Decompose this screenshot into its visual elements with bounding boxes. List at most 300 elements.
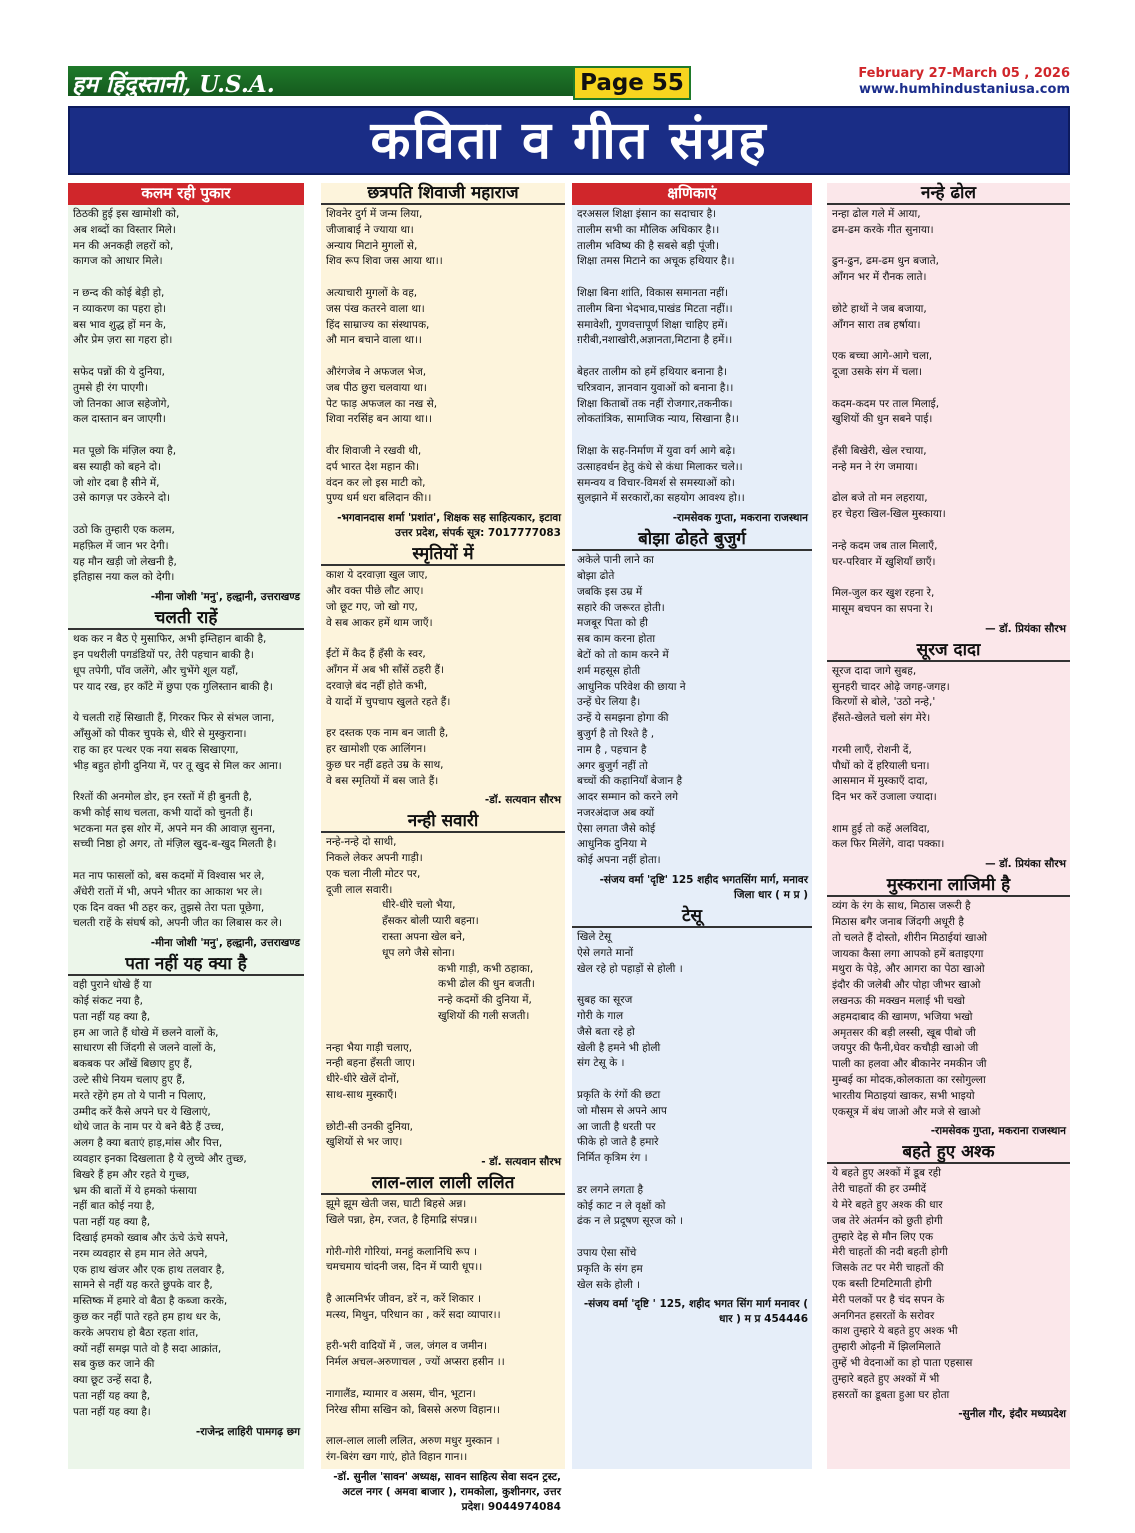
poem-line: थक कर न बैठ ऐ मुसाफिर, अभी इम्तिहान बाकी है, [73, 633, 267, 646]
poem-line: शिक्षा के सह-निर्माण में युवा वर्ग आगे बढ़े। [577, 444, 736, 457]
poem-line: खुशियों से भर जाए। [326, 1136, 403, 1149]
poem-line: प्रकृति के संग हम [577, 1262, 643, 1275]
poem-line: क्या छूट उन्हें सदा है, [73, 1374, 153, 1387]
poem-line: ये मेरे बहते हुए अश्क की धार [832, 1199, 943, 1212]
poem-section [321, 811, 565, 1173]
poem-line: कोई काट न ले वृक्षों को [577, 1199, 666, 1212]
poem-line: तुम्हारी ओढ़नी में झिलमिलाते [832, 1341, 941, 1354]
poem-line: सामने से नहीं यह करते छुपके वार है, [73, 1279, 213, 1292]
poem-line: मेरी पलकों पर है चंद सपन के [832, 1293, 945, 1306]
poem-body [68, 630, 304, 936]
poem-section [827, 183, 1070, 640]
poem-line: साथ-साथ मुस्काएँ। [326, 1089, 398, 1102]
poem-line [832, 806, 1066, 822]
poem-line: सब कुछ कर जाने की [73, 1358, 155, 1371]
poem-line: कभी ढोल की धुन बजती। [438, 978, 535, 991]
poem-line: नरम व्यवहार से हम मान लेते अपने, [73, 1247, 208, 1260]
poem-section [572, 906, 812, 1330]
poem-line: व्यंग के रंग के साथ, मिठास जरूरी है [832, 900, 971, 913]
poem-title: मुस्कराना लाजिमी है [827, 875, 1070, 897]
poem-line [832, 523, 1066, 539]
poem-line: तुम्हारे बहते हुए अश्कों में भी [832, 1372, 940, 1385]
poem-line [326, 1229, 561, 1245]
poem-line: न छन्द की कोई बेड़ी हो, [73, 286, 165, 299]
poem-line: काश ये दरवाज़ा खुल जाए, [326, 569, 428, 582]
poem-line: हर दस्तक एक नाम बन जाती है, [326, 727, 449, 740]
poem-line: वे यादों में चुपचाप खुलते रहते हैं। [326, 695, 451, 708]
poem-line: तालीम सभी का मौलिक अधिकार है।। [577, 223, 720, 236]
poem-line [73, 507, 300, 523]
poem-line: दर्प भारत देश महान की। [326, 460, 420, 473]
poem-line: जब पीठ छुरा चलवाया था। [326, 381, 427, 394]
poem-line [326, 349, 561, 365]
poem-body [68, 205, 304, 590]
poem-line: आँगन में अब भी साँसें ठहरी हैं। [326, 663, 445, 676]
poem-line: अन्याय मिटाने मुगलों से, [326, 239, 418, 252]
poem-line: भीड़ बहुत होगी दुनिया में, पर तू खुद से मिल कर आना। [73, 759, 282, 772]
poem-line: पर याद रख, हर काँटे में छुपा एक गुलिस्तान बाकी है। [73, 680, 273, 693]
poem-line: करके अपराध हो बैठा रहता शांत, [73, 1326, 199, 1339]
poem-section [321, 1173, 565, 1518]
poem-line [73, 270, 300, 286]
poem-line: ढुन-ढुन, ढम-ढम धुन बजाते, [832, 255, 939, 268]
poem-line: शिक्षा तमस मिटाने का अचूक हथियार है।। [577, 255, 735, 268]
poem-line: हँसते-खेलते चलो संग मेरे। [832, 712, 931, 725]
poem-line: चमचमाय चांदनी जस, दिन में प्यारी धूप।। [326, 1261, 483, 1274]
poem-line: ये बहते हुए अश्कों में डूब रही [832, 1167, 941, 1180]
masthead [68, 66, 1070, 100]
issue-date: February 27-March 05 , 2026 [858, 66, 1070, 81]
poem-line: नजरअंदाज अब क्यों [577, 806, 655, 819]
poem-line: छोटे हाथों ने जब बजाया, [832, 302, 927, 315]
poem-line: इन पथरीली पगडंडियों पर, तेरी पहचान बाकी है। [73, 648, 254, 661]
poem-line: भ्रम की बातों में ये हमको फंसाया [73, 1184, 197, 1197]
poem-line: नन्ही बहना हँसती जाए। [326, 1057, 416, 1070]
poem-line: ऐसे लगते मानों [577, 946, 634, 959]
poem-author: -मीना जोशी 'मनु', हल्द्वानी, उत्तराखण्ड [150, 591, 300, 604]
poem-line: नहीं बात कोई नया है, [73, 1200, 155, 1213]
poem-section [68, 608, 304, 954]
poem-title: चलती राहें [68, 608, 304, 630]
poem-body [572, 551, 812, 873]
poem-line: वीर शिवाजी ने रखवी थी, [326, 444, 422, 457]
poem-line: पौधों को दें हरियाली घना। [832, 759, 930, 772]
poem-line: एकसूत्र में बंध जाओ और मजे से खाओ [832, 1105, 981, 1118]
poem-line: भटकना मत इस शोर में, अपने मन की आवाज़ सुनना, [73, 822, 276, 835]
poem-line: उल्टे सीधे नियम चलाए हुए हैं, [73, 1074, 186, 1087]
poem-line: इंदौर की जलेबी और पोहा जीभर खाओ [832, 979, 981, 992]
poem-line: नाम है , पहचान है [577, 743, 647, 756]
poem-title: बोझा ढोहते बुजुर्ग [572, 529, 812, 551]
poem-line: आधुनिक दुनिया मे [577, 838, 647, 851]
poem-author: -रामसेवक गुप्ता, मकराना राजस्थान [672, 512, 808, 525]
poem-line [326, 710, 561, 726]
poem-line: शर्म महसूस होती [577, 664, 641, 677]
poem-line [326, 631, 561, 647]
poem-line: प्रकृति के रंगों की छटा [577, 1089, 661, 1102]
poem-line: शिव रूप शिवा जस आया था।। [326, 255, 443, 268]
poem-line: उन्हें ये समझना होगा की [577, 712, 669, 725]
poem-line: आसमान में मुस्काएँ दादा, [832, 775, 928, 788]
poem-line [577, 270, 808, 286]
column-4 [827, 183, 1070, 1469]
poem-line: किरणों से बोले, 'उठो नन्हे,' [832, 696, 936, 709]
poem-line: रंग-बिरंग खग गाएं, होते विहान गान।। [326, 1450, 468, 1463]
poem-line: अलग है क्या बताएं हाड़,मांस और पित्त, [73, 1137, 223, 1150]
poem-line: जो शोर दबा है सीने में, [73, 476, 160, 489]
poem-line: ठिठकी हुई इस खामोशी को, [73, 208, 180, 220]
poem-line: सफेद पन्नों की ये दुनिया, [73, 365, 165, 378]
poem-line [577, 428, 808, 444]
poem-line: अहमदाबाद की खामण, भजिया भखो [832, 1010, 973, 1023]
poem-line: धूप तपेगी, पाँव जलेंगे, और चुभेंगे शूल यहाँ, [73, 664, 239, 677]
poem-line [326, 1104, 561, 1120]
poem-line: जो तिनका आज सहेजोगे, [73, 397, 170, 410]
poem-line [577, 1167, 808, 1183]
poem-line: कभी कोई साथ चलता, कभी यादों को चुनती हैं। [73, 806, 253, 819]
poem-line: आदर सम्मान को करने लगे [577, 791, 679, 804]
poem-line: खुशियों की गली सजती। [438, 1010, 530, 1023]
poem-line: धीरे-धीरे चलो भैया, [382, 899, 456, 912]
poem-author: -डॉ. सत्यवान सौरभ [484, 794, 561, 807]
poem-line: जबकि इस उम्र में [577, 585, 643, 598]
poem-line: पुण्य धर्म धरा बलिदान की।। [326, 492, 432, 505]
poem-author: -राजेन्द्र लाहिरी पामगढ़ छग [195, 1425, 300, 1438]
poem-line: अँधेरी रातों में भी, अपने भीतर का आकाश भर ले। [73, 885, 263, 898]
poem-line [326, 270, 561, 286]
poem-line: ढोल बजे तो मन लहराया, [832, 492, 928, 505]
poem-line: उम्मीद करें कैसे अपने घर ये खिलाएं, [73, 1105, 211, 1118]
poem-line: नन्हे मन ने रंग जमाया। [832, 460, 918, 473]
poem-line: काश तुम्हारे ये बहते हुए अश्क भी [832, 1325, 958, 1338]
poem-line: पता नहीं यह क्या है। [73, 1405, 151, 1418]
poem-line: उसे कागज़ पर उकेरने दो। [73, 492, 171, 505]
poem-line: उत्साहवर्धन हेतु कंधे से कंधा मिलाकर चले।। [577, 460, 743, 473]
poem-line: चरित्रवान, ज्ञानवान युवाओं को बनाना है।। [577, 381, 734, 394]
poem-line: नन्हे कदम जब ताल मिलाएँ, [832, 539, 938, 552]
poem-line: है आत्मनिर्भर जीवन, डरें न, करें शिकार । [326, 1293, 481, 1306]
poem-line: ढंक न ले प्रदूषण सूरज को । [577, 1215, 684, 1228]
poem-line: जिसके तट पर मेरी चाहतों की [832, 1262, 944, 1275]
poem-line: खेल सके होली । [577, 1278, 640, 1291]
poem-line: रिश्तों की अनमोल डोर, इन रस्तों में ही बुनती है, [73, 791, 253, 804]
poem-line: वंदन कर लो इस माटी को, [326, 476, 426, 489]
poem-line: मस्तिष्क में हमारे वो बैठा है कब्जा करके, [73, 1295, 228, 1308]
poem-line: बुजुर्ग है तो रिश्ते है , [577, 727, 655, 740]
poem-line: महफ़िल में जान भर देगी। [73, 539, 169, 552]
poem-author: -मीना जोशी 'मनु', हल्द्वानी, उत्तराखण्ड [150, 937, 300, 950]
poem-line: सब काम करना होता [577, 633, 656, 646]
poem-title: पता नहीं यह क्या है [68, 954, 304, 976]
poem-line: उठो कि तुम्हारी एक कलम, [73, 523, 175, 536]
poem-line: खिले टेसू [577, 931, 612, 944]
poem-line [73, 428, 300, 444]
poem-body [827, 662, 1070, 858]
poem-title: लाल-लाल लाली ललित [321, 1173, 565, 1195]
poem-body [827, 897, 1070, 1124]
poem-line: तालीम बिना भेदभाव,पाखंड मिटता नहीं।। [577, 302, 733, 315]
poem-line: मिल-जुल कर खुश रहना रे, [832, 587, 935, 600]
poem-line: हम आ जाते हैं धोखे में छलने वालों के, [73, 1026, 219, 1039]
column-1 [68, 183, 304, 1469]
poem-title: नन्हे ढोल [827, 183, 1070, 205]
poem-line: लोकतांत्रिक, सामाजिक न्याय, सिखाना है।। [577, 413, 739, 426]
poem-line: शाम हुई तो कहें अलविदा, [832, 822, 930, 835]
poem-title: टेसू [572, 906, 812, 928]
poem-line [832, 239, 1066, 255]
poem-line: निरेख सीमा सखिन को, बिससे अरुण विहान।। [326, 1403, 501, 1416]
poem-body [321, 1195, 565, 1470]
poem-line: आँगन भर में रौनक लाते। [832, 271, 927, 284]
poem-line: पता नहीं यह क्या है, [73, 1010, 151, 1023]
poem-line: नागालैंड, म्यामार व असम, चीन, भूटान। [326, 1387, 476, 1400]
poem-line: जो छूट गए, जो खो गए, [326, 600, 418, 613]
poem-line: बिखरे हैं हम और रहते ये गुच्छ, [73, 1168, 190, 1181]
poem-line: लाल-लाल लाली ललित, अरुण मधुर मुस्कान । [326, 1435, 500, 1448]
poem-line: और प्रेम ज़रा सा गहरा हो। [73, 334, 173, 347]
poem-line: समन्वय व विचार-विमर्श से समस्याओं को। [577, 476, 735, 489]
poem-line: और वक्त पीछे लौट आए। [326, 584, 424, 597]
poem-body [572, 928, 812, 1297]
poem-line: कुछ घर नहीं ढहते उम्र के साथ, [326, 758, 444, 771]
poem-line: सुबह का सूरज [577, 994, 633, 1007]
poem-line [326, 428, 561, 444]
page-title: कविता व गीत संग्रह [68, 106, 1070, 175]
poem-line: खिले पन्ना, हेम, रजत, है हिमाद्रि संपन्न।। [326, 1214, 478, 1227]
poem-line: जीजाबाई ने ज्याया था। [326, 223, 414, 236]
poem-line: दूजा उसके संग में चला। [832, 365, 923, 378]
poem-section [827, 1142, 1070, 1425]
poem-line: मन की अनकही लहरों को, [73, 239, 174, 252]
poem-line: बस भाव शुद्ध हों मन के, [73, 318, 167, 331]
poem-line: वे सब आकर हमें थाम जाएँ। [326, 616, 433, 629]
poem-line: नन्हा ढोल गले में आया, [832, 208, 921, 220]
poem-line: जस पंख कतरने वाला था। [326, 302, 425, 315]
poem-line: अनगिनत हसरतों के सरोवर [832, 1309, 935, 1322]
poem-section [68, 954, 304, 1442]
poem-section [572, 183, 812, 529]
poem-line: खेली है हमने भी होली [577, 1041, 661, 1054]
poem-line: एक दिन वक्त भी ठहर कर, तुझसे तेरा पता पूछेगा, [73, 901, 265, 914]
poem-line: ग़रीबी,नशाखोरी,अज्ञानता,मिटाना है हमें।। [577, 334, 733, 347]
poem-line: खेल रहे हो पहाड़ों से होली । [577, 962, 683, 975]
poem-line: औरंगजेब ने अफजल भेज, [326, 365, 427, 378]
poem-line: कोई अपना नहीं होता। [577, 854, 661, 867]
poem-line: जयपुर की फैनी,घेवर कचौड़ी खाओ जी [832, 1042, 979, 1055]
poem-line: पाली का हलवा और बीकानेर नमकीन जी [832, 1058, 987, 1071]
poem-line [577, 1072, 808, 1088]
poem-line: निकले लेकर अपनी गाड़ी। [326, 852, 423, 865]
poem-line: आँगन सारा तब हर्षाया। [832, 318, 921, 331]
poem-line: छोटी-सी उनकी दुनिया, [326, 1120, 414, 1133]
poem-line [326, 1025, 561, 1041]
poem-line: पता नहीं यह क्या है, [73, 1216, 151, 1229]
poem-line: पेट फाड़ अफजल का नख से, [326, 397, 438, 410]
poem-line: अब शब्दों का विस्तार मिले। [73, 223, 176, 236]
poem-line: बकबक पर आँखें बिछाए हुए हैं, [73, 1058, 193, 1071]
poem-line: धीरे-धीरे खेलें दोनों, [326, 1073, 400, 1086]
poem-line: तालीम भविष्य की है सबसे बड़ी पूंजी। [577, 239, 719, 252]
poem-line: दिखाई हमको ख्वाब और ऊंचे ऊंचे सपने, [73, 1232, 229, 1245]
poem-line: हरी-भरी वादियों में , जल, जंगल व जमीन। [326, 1340, 487, 1353]
poem-author: -संजय वर्मा 'दृष्टि' 125 शहीद भगतसिंग मार्ग, मनावर जिला धार ( म प्र ) [599, 874, 808, 902]
poem-line: मासूम बचपन का सपना रे। [832, 602, 933, 615]
poem-author: - डॉ. सत्यवान सौरभ [481, 1156, 561, 1169]
poem-line [326, 1418, 561, 1434]
poem-line: हर चेहरा खिल-खिल मुस्काया। [832, 508, 946, 521]
poem-line: गोरी-गोरी गोरियां, मनहुं कलानिधि रूप । [326, 1245, 477, 1258]
poem-line: वही पुराने धोखे हैं या [73, 979, 152, 992]
poem-line: औ मान बचाने वाला था।। [326, 334, 422, 347]
poem-line: मिठास बगैर जनाब जिंदगी अधूरी है [832, 916, 964, 929]
poem-line: इतिहास नया कल को देगी। [73, 571, 175, 584]
poem-line: सूरज दादा जागे सुबह, [832, 664, 917, 677]
poem-line: अत्याचारी मुगलों के वह, [326, 286, 418, 299]
poem-author: -डॉ. सुनील 'सावन' अध्यक्ष, सावन साहित्य सेवा सदन ट्रस्ट, अटल नगर ( अमवा बाजार ), रामकोला, कुशीनगर, उत्तर प्रदेश। 9044974084 [333, 1470, 561, 1513]
poem-line [832, 428, 1066, 444]
poem-body [827, 205, 1070, 622]
poem-line: अकेले पानी लाने का [577, 554, 654, 567]
poem-line: तो चलते हैं दोस्तो, शीरीन मिठाईयां खाओ [832, 931, 988, 944]
poem-line: व्यवहार इनका दिखलाता है ये लुच्चे और तुच्छ, [73, 1153, 247, 1166]
poem-line: बस स्याही को बहने दो। [73, 460, 162, 473]
poem-line: ईंटों में कैद हैं हँसी के स्वर, [326, 648, 426, 661]
poem-section [572, 529, 812, 906]
poem-line: चलती राहें के संघर्ष को, अपनी जीत का लिबास कर ले। [73, 917, 282, 930]
poem-body [827, 1164, 1070, 1407]
poem-section [827, 875, 1070, 1142]
poem-body [572, 205, 812, 511]
poem-line [832, 381, 1066, 397]
poem-line: कभी गाड़ी, कभी ठहाका, [438, 962, 534, 975]
poem-line [326, 1324, 561, 1340]
poem-line: शिवा नरसिंह बन आया था।। [326, 413, 433, 426]
website-link[interactable]: www.humhindustaniusa.com [858, 82, 1070, 97]
poem-line: हँसकर बोली प्यारी बहना। [382, 915, 479, 928]
poem-line: शिक्षा बिना शांति, विकास समानता नहीं। [577, 286, 729, 299]
poem-line: मत पूछो कि मंज़िल क्या है, [73, 444, 177, 457]
poem-line: जब तेरे अंतर्मन को छुती होगी [832, 1214, 943, 1227]
poem-line: रास्ता अपना खेल बने, [382, 931, 466, 944]
poem-title: कलम रही पुकार [68, 183, 304, 205]
poem-line: मत नाप फासलों को, बस कदमों में विश्वास भर ले, [73, 870, 265, 883]
poem-line: तेरी चाहतों की हर उम्मीदें [832, 1183, 927, 1196]
poem-line [73, 853, 300, 869]
poem-line [832, 570, 1066, 586]
poem-line: शिवनेर दुर्ग में जन्म लिया, [326, 208, 423, 220]
poem-title: छत्रपति शिवाजी महाराज [321, 183, 565, 205]
poem-line: वे बस स्मृतियों में बस जाते हैं। [326, 774, 439, 787]
brand-logo: हम हिंदुस्तानी, U.S.A. [68, 66, 578, 96]
poem-line: ऐसा लगता जैसे कोई [577, 822, 656, 835]
poem-line [577, 349, 808, 365]
poem-line: कदम-कदम पर ताल मिलाई, [832, 397, 940, 410]
poem-line: गोरी के गाल [577, 1010, 624, 1023]
poem-section [68, 183, 304, 608]
column-2 [321, 183, 565, 1513]
poem-line: बेटों को तो काम करने में [577, 648, 669, 661]
poem-author: -सुनील गौर, इंदौर मध्यप्रदेश [958, 1408, 1066, 1421]
poem-section [827, 640, 1070, 876]
poem-line: कल दास्तान बन जाएगी। [73, 413, 166, 426]
poem-section [321, 544, 565, 811]
poem-line: शिक्षा किताबों तक नहीं रोजगार,तकनीक। [577, 397, 733, 410]
poem-line: तुमसे ही रंग पाएगी। [73, 381, 148, 394]
poem-title: नन्ही सवारी [321, 811, 565, 833]
poem-line: दरवाज़े बंद नहीं होते कभी, [326, 679, 428, 692]
poem-line: साधारण सी जिंदगी से जलने वालों के, [73, 1042, 217, 1055]
poem-line [832, 476, 1066, 492]
poem-title: बहते हुए अश्क [827, 1142, 1070, 1164]
poem-body [321, 833, 565, 1155]
poem-line: तुम्हारे देह से मौन लिए एक [832, 1230, 934, 1243]
poem-line: तुम्हें भी वेदनाओं का हो पाता एहसास [832, 1357, 973, 1369]
poem-line: निर्मित कृत्रिम रंग । [577, 1152, 648, 1165]
poem-line: पता नहीं यह क्या है, [73, 1389, 151, 1402]
poem-body [68, 976, 304, 1424]
poem-line [577, 977, 808, 993]
poem-line [73, 695, 300, 711]
poem-line: समावेशी, गुणवत्तापूर्ण शिक्षा चाहिए हमें। [577, 318, 728, 331]
poem-line: नन्हे कदमों की दुनिया में, [438, 994, 532, 1007]
poem-line: गरमी लाएँ, रोशनी दें, [832, 743, 912, 756]
poem-line: मुम्बई का मोदक,कोलकाता का रसोगुल्ला [832, 1074, 986, 1087]
poem-title: स्मृतियों में [321, 544, 565, 566]
poem-line: एक हाथ खंजर और एक हाथ तलवार है, [73, 1263, 225, 1276]
poem-line: मेरी चाहतों की नदी बहती होगी [832, 1246, 948, 1259]
poem-line: आँसुओं को पीकर चुपके से, धीरे से मुस्कुराना। [73, 727, 247, 740]
poem-line: क्यों नहीं समझ पाते वो है सदा आक्रांत, [73, 1342, 222, 1355]
poem-line: सच्ची निष्ठा हो अगर, तो मंज़िल खुद-ब-खुद मिलती है। [73, 838, 277, 851]
poem-line: जो मौसम से अपने आप [577, 1104, 667, 1117]
poem-author: -भगवानदास शर्मा 'प्रशांत', शिक्षक सह साहित्यकार, इटावा उत्तर प्रदेश, संपर्क सूत्र: 7017777083 [337, 512, 561, 540]
poem-line [832, 286, 1066, 302]
poem-body [321, 566, 565, 793]
poem-line: आधुनिक परिवेश की छाया ने [577, 680, 686, 693]
poem-line: मजबूर पिता को ही [577, 617, 648, 630]
poem-line: ये चलती राहें सिखाती हैं, गिरकर फिर से संभल जाना, [73, 712, 275, 725]
poem-line: एक बस्ती टिमटिमाती होगी [832, 1278, 932, 1291]
poem-line: एक चला नीली मोटर पर, [326, 867, 421, 880]
poem-line: कल फिर मिलेंगे, वादा पक्का। [832, 838, 945, 851]
poem-author: -रामसेवक गुप्ता, मकराना राजस्थान [930, 1125, 1066, 1138]
poem-line [577, 1230, 808, 1246]
poem-line: उपाय ऐसा सोंचे [577, 1247, 637, 1260]
poem-line: थोथे जात के नाम पर ये बने बैठे हैं उच्च, [73, 1121, 225, 1134]
poem-line: न व्याकरण का पहरा हो। [73, 302, 167, 315]
poem-body [321, 205, 565, 511]
poem-line: डर लगने लगता है [577, 1183, 644, 1196]
poem-line: दूजी लाल सवारी। [326, 883, 393, 896]
column-3 [572, 183, 812, 1469]
poem-line: एक बच्चा आगे-आगे चला, [832, 350, 933, 363]
poem-line: बेहतर तालीम को हमें हथियार बनाना है। [577, 365, 728, 378]
poem-line: ढम-ढम करके गीत सुनाया। [832, 223, 934, 236]
poem-line: दिन भर करें उजाला ज्यादा। [832, 791, 937, 804]
poem-line: उन्हें घेर लिया है। [577, 696, 641, 709]
poem-line: अमृतसर की बड़ी लस्सी, खूब पीबो जी [832, 1026, 976, 1039]
poem-author: — डॉ. प्रियंका सौरभ [985, 858, 1066, 871]
poem-line: भारतीय मिठाइयां खाकर, सभी भाइयो [832, 1089, 975, 1102]
page-number: Page 55 [573, 66, 691, 100]
poem-line: अगर बुजुर्ग नहीं तो [577, 759, 648, 772]
poem-line: हसरतों का डूबता हुआ घर होता [832, 1388, 950, 1401]
poem-line: जैसे बता रहे हो [577, 1025, 635, 1038]
poem-line: संग टेसू के । [577, 1057, 625, 1070]
poem-line: सुनहरी चादर ओढ़े जगह-जगह। [832, 680, 950, 693]
poem-line: लखनऊ की मक्खन मलाई भी चखो [832, 995, 965, 1008]
poem-line [326, 1371, 561, 1387]
